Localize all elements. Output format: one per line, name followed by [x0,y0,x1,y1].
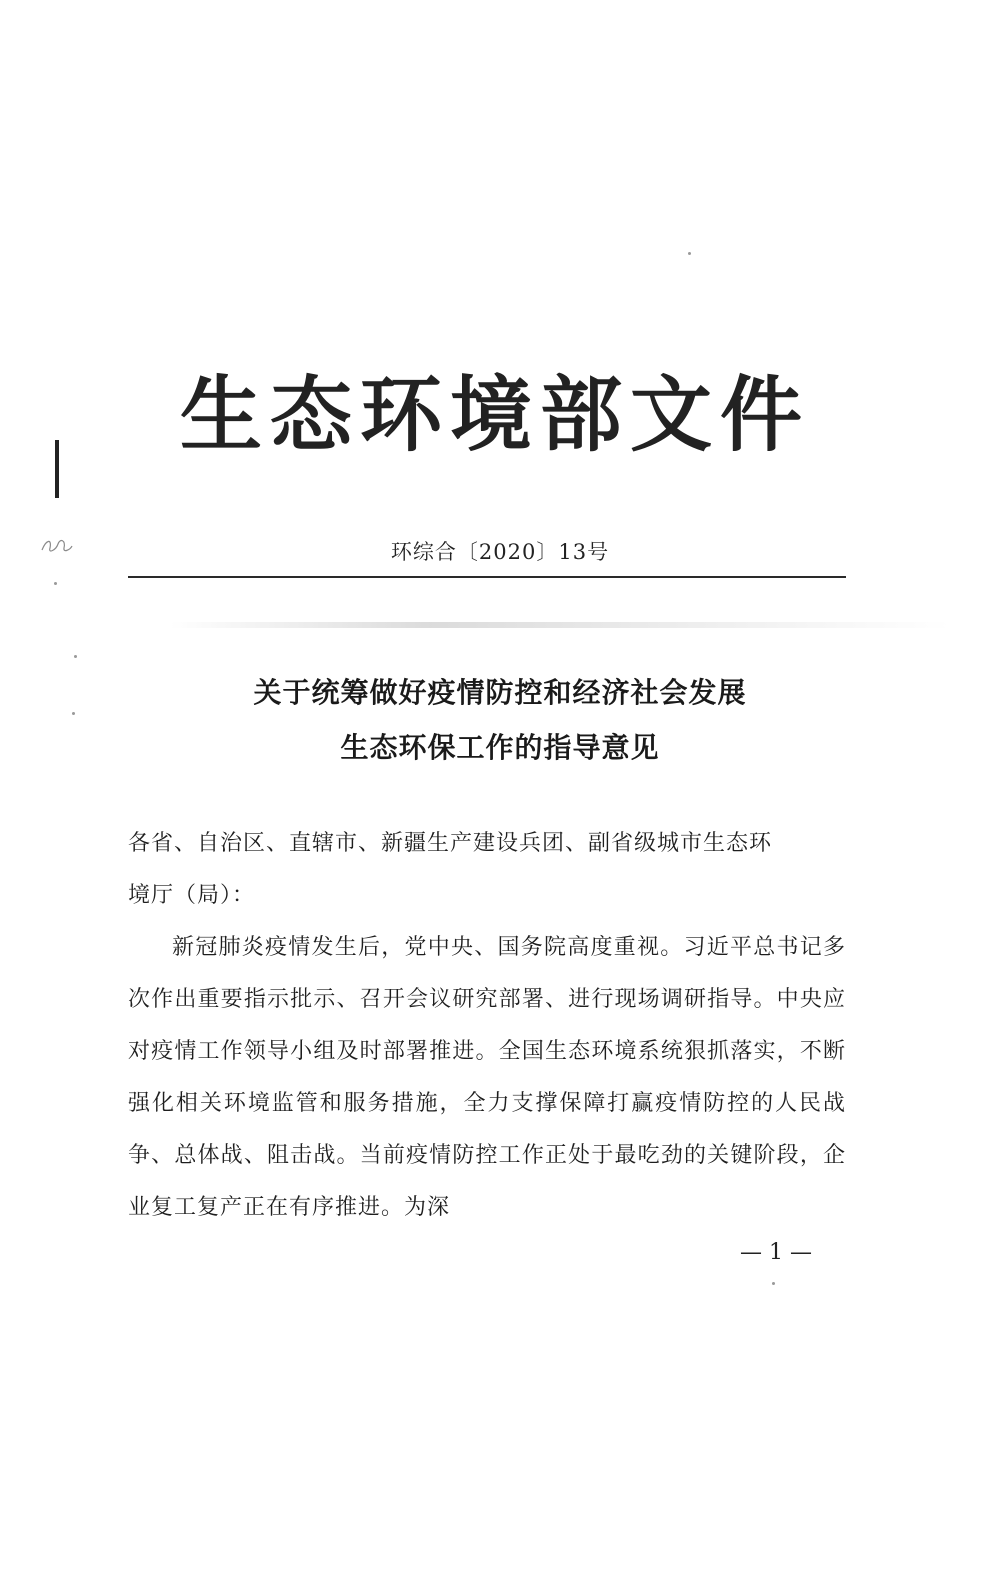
body-paragraph: 新冠肺炎疫情发生后，党中央、国务院高度重视。习近平总书记多次作出重要指示批示、召开会议研究部署、进行现场调研指导。中央应对疫情工作领导小组及时部署推进。全国生态环境系统狠抓落实，不断强化相关环境监管和服务措施，全力支撑保障打赢疫情防控的人民战争、总体战、阻击战。当前疫情防控工作正处于最吃劲的关键阶段，企业复工复产正在有序推进。为深 [128,935,846,1220]
salutation-line-2: 境厅（局）： [128,883,256,908]
title-line-2: 生态环保工作的指导意见 [340,731,660,764]
document-body [128,818,846,1234]
scan-dot [74,655,77,658]
scan-dot [54,582,57,585]
margin-mark [55,440,59,498]
scan-streak [170,622,950,628]
title-line-1: 关于统筹做好疫情防控和经济社会发展 [253,676,747,709]
scan-dot [688,252,691,255]
page-number: — 1 — [740,1240,812,1265]
scan-dot [772,1282,775,1285]
document-title [0,665,1000,775]
agency-masthead: 生态环境部文件 [180,367,811,463]
masthead-divider [128,576,846,578]
document-number: 环综合〔2020〕13号 [390,540,610,564]
salutation-line-1: 各省、自治区、直辖市、新疆生产建设兵团、副省级城市生态环 [128,831,773,856]
